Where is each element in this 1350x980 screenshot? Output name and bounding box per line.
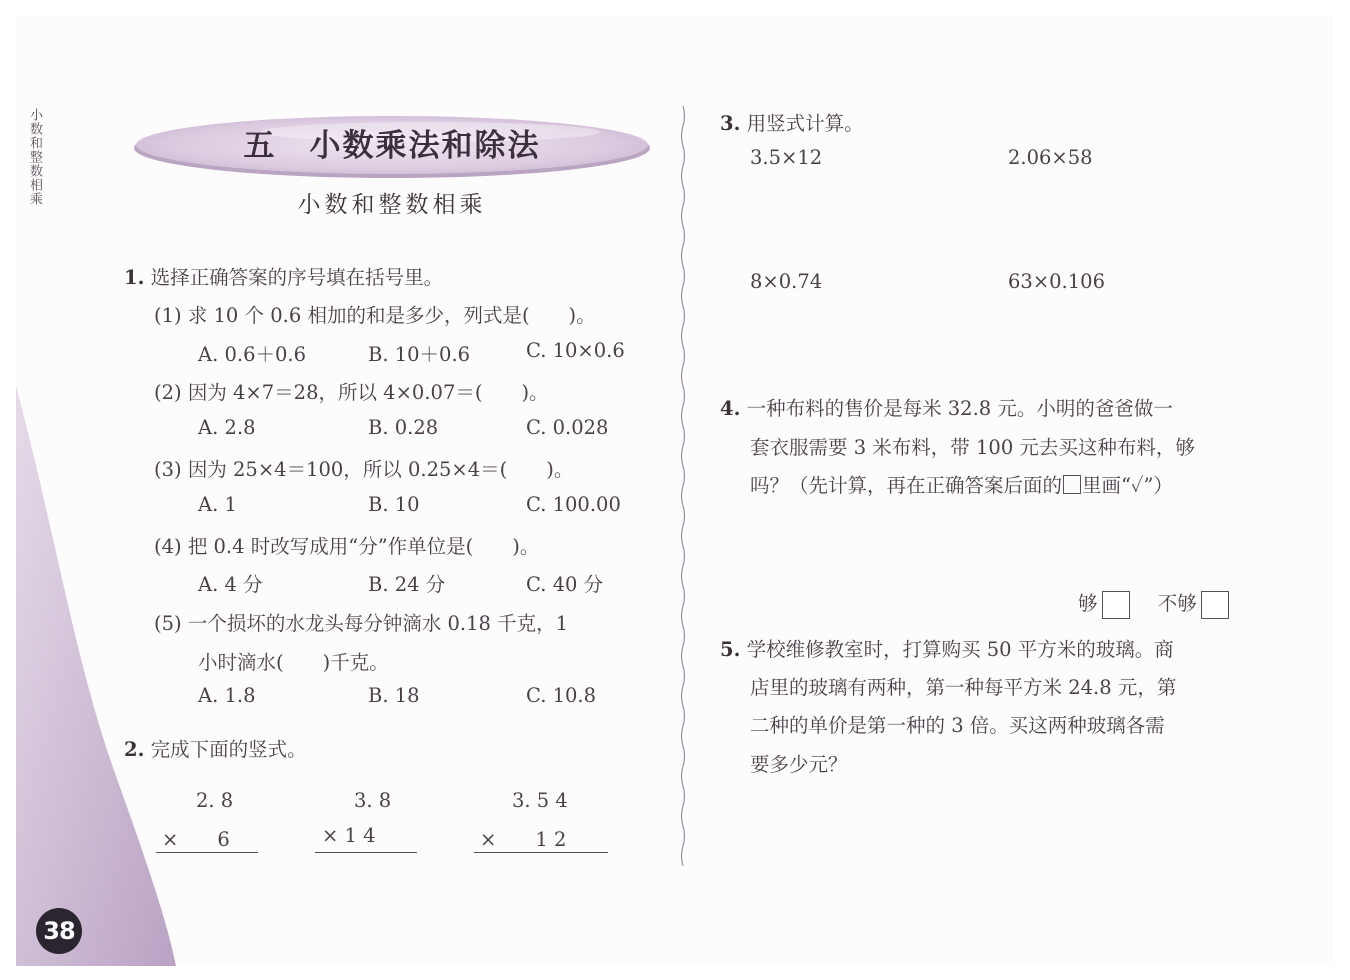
workbook-page bbox=[16, 16, 1334, 966]
q4-line-2: 套衣服需要 3 米布料，带 100 元去买这种布料，够 bbox=[750, 436, 1195, 459]
q5-number: 5. bbox=[720, 638, 741, 661]
q1-heading bbox=[124, 262, 443, 290]
q4-line-1 bbox=[720, 393, 1173, 421]
q2-vertical-1-rule bbox=[156, 852, 258, 853]
q2-vertical-2-top: 3. 8 bbox=[354, 789, 392, 812]
q4-answer-choices bbox=[1078, 588, 1229, 619]
q2-vertical-3-top: 3. 5 4 bbox=[512, 789, 568, 812]
q1-item-5-option-a: A. 1.8 bbox=[198, 684, 256, 707]
q2-vertical-1-top: 2. 8 bbox=[196, 789, 234, 812]
q3-problem-1: 3.5×12 bbox=[750, 146, 823, 169]
enough-checkbox[interactable] bbox=[1102, 591, 1130, 619]
not-enough-label: 不够 bbox=[1157, 592, 1197, 615]
q1-item-1-stem: (1) 求 10 个 0.6 相加的和是多少，列式是( )。 bbox=[154, 304, 596, 327]
q4-number: 4. bbox=[720, 397, 741, 420]
not-enough-checkbox[interactable] bbox=[1201, 591, 1229, 619]
q4-text-3a: 吗？（先计算，再在正确答案后面的 bbox=[750, 474, 1063, 497]
q1-item-2-stem: (2) 因为 4×7＝28，所以 4×0.07＝( )。 bbox=[154, 381, 549, 404]
q2-number: 2. bbox=[124, 738, 145, 761]
q2-heading bbox=[124, 734, 307, 762]
page-number: 38 bbox=[36, 908, 82, 954]
q1-item-1-option-b: B. 10＋0.6 bbox=[368, 343, 471, 366]
q3-problem-4: 63×0.106 bbox=[1008, 270, 1105, 293]
q2-vertical-1-bottom: × 6 bbox=[162, 828, 230, 851]
q1-item-2-option-a: A. 2.8 bbox=[198, 416, 256, 439]
side-tab-label: 小数和整数相乘 bbox=[27, 108, 42, 206]
q5-line-2: 店里的玻璃有两种，第一种每平方米 24.8 元，第 bbox=[750, 676, 1177, 699]
q1-item-2-option-c: C. 0.028 bbox=[526, 416, 609, 439]
q2-text: 完成下面的竖式。 bbox=[150, 738, 307, 761]
enough-label: 够 bbox=[1078, 592, 1098, 615]
q1-item-4-option-c: C. 40 分 bbox=[526, 573, 604, 596]
q1-item-4-stem: (4) 把 0.4 时改写成用“分”作单位是( )。 bbox=[154, 535, 540, 558]
q3-problem-3: 8×0.74 bbox=[750, 270, 823, 293]
q5-line-1 bbox=[720, 634, 1174, 662]
section-title: 小数和整数相乘 bbox=[297, 192, 487, 218]
q1-item-4-option-b: B. 24 分 bbox=[368, 573, 446, 596]
q4-line-3 bbox=[750, 470, 1173, 498]
q5-line-4: 要多少元？ bbox=[750, 753, 848, 776]
q1-item-3-stem: (3) 因为 25×4＝100，所以 0.25×4＝( )。 bbox=[154, 458, 574, 481]
q3-number: 3. bbox=[720, 112, 741, 135]
q1-item-2-option-b: B. 0.28 bbox=[368, 416, 439, 439]
q5-text-1: 学校维修教室时，打算购买 50 平方米的玻璃。商 bbox=[746, 638, 1174, 661]
q2-vertical-2-rule bbox=[315, 852, 417, 853]
q1-item-5-stem: (5) 一个损坏的水龙头每分钟滴水 0.18 千克，1 bbox=[154, 612, 569, 635]
inline-box-icon bbox=[1063, 475, 1081, 494]
page-divider bbox=[678, 106, 688, 876]
q3-text: 用竖式计算。 bbox=[746, 112, 864, 135]
q1-item-4-option-a: A. 4 分 bbox=[198, 573, 263, 596]
q1-item-1-option-a: A. 0.6＋0.6 bbox=[198, 343, 307, 366]
q1-item-5-option-b: B. 18 bbox=[368, 684, 420, 707]
q3-problem-2: 2.06×58 bbox=[1008, 146, 1093, 169]
q1-text: 选择正确答案的序号填在括号里。 bbox=[150, 266, 444, 289]
q1-item-5-option-c: C. 10.8 bbox=[526, 684, 597, 707]
q4-text-1: 一种布料的售价是每米 32.8 元。小明的爸爸做一 bbox=[746, 397, 1173, 420]
q2-vertical-2-bottom: × 1 4 bbox=[322, 824, 376, 847]
q3-heading bbox=[720, 108, 864, 136]
q1-number: 1. bbox=[124, 266, 145, 289]
q1-item-1-option-c: C. 10×0.6 bbox=[526, 339, 625, 362]
q2-vertical-3-rule bbox=[474, 852, 608, 853]
q1-item-3-option-c: C. 100.00 bbox=[526, 493, 621, 516]
q1-item-3-option-b: B. 10 bbox=[368, 493, 420, 516]
q2-vertical-3-bottom: × 1 2 bbox=[480, 828, 567, 851]
q1-item-5-stem-continued: 小时滴水( )千克。 bbox=[198, 651, 389, 674]
chapter-title: 五 小数乘法和除法 bbox=[243, 128, 541, 164]
q1-item-3-option-a: A. 1 bbox=[198, 493, 237, 516]
q5-line-3: 二种的单价是第一种的 3 倍。买这两种玻璃各需 bbox=[750, 714, 1165, 737]
q4-text-3b: 里画“✓”） bbox=[1082, 474, 1174, 497]
